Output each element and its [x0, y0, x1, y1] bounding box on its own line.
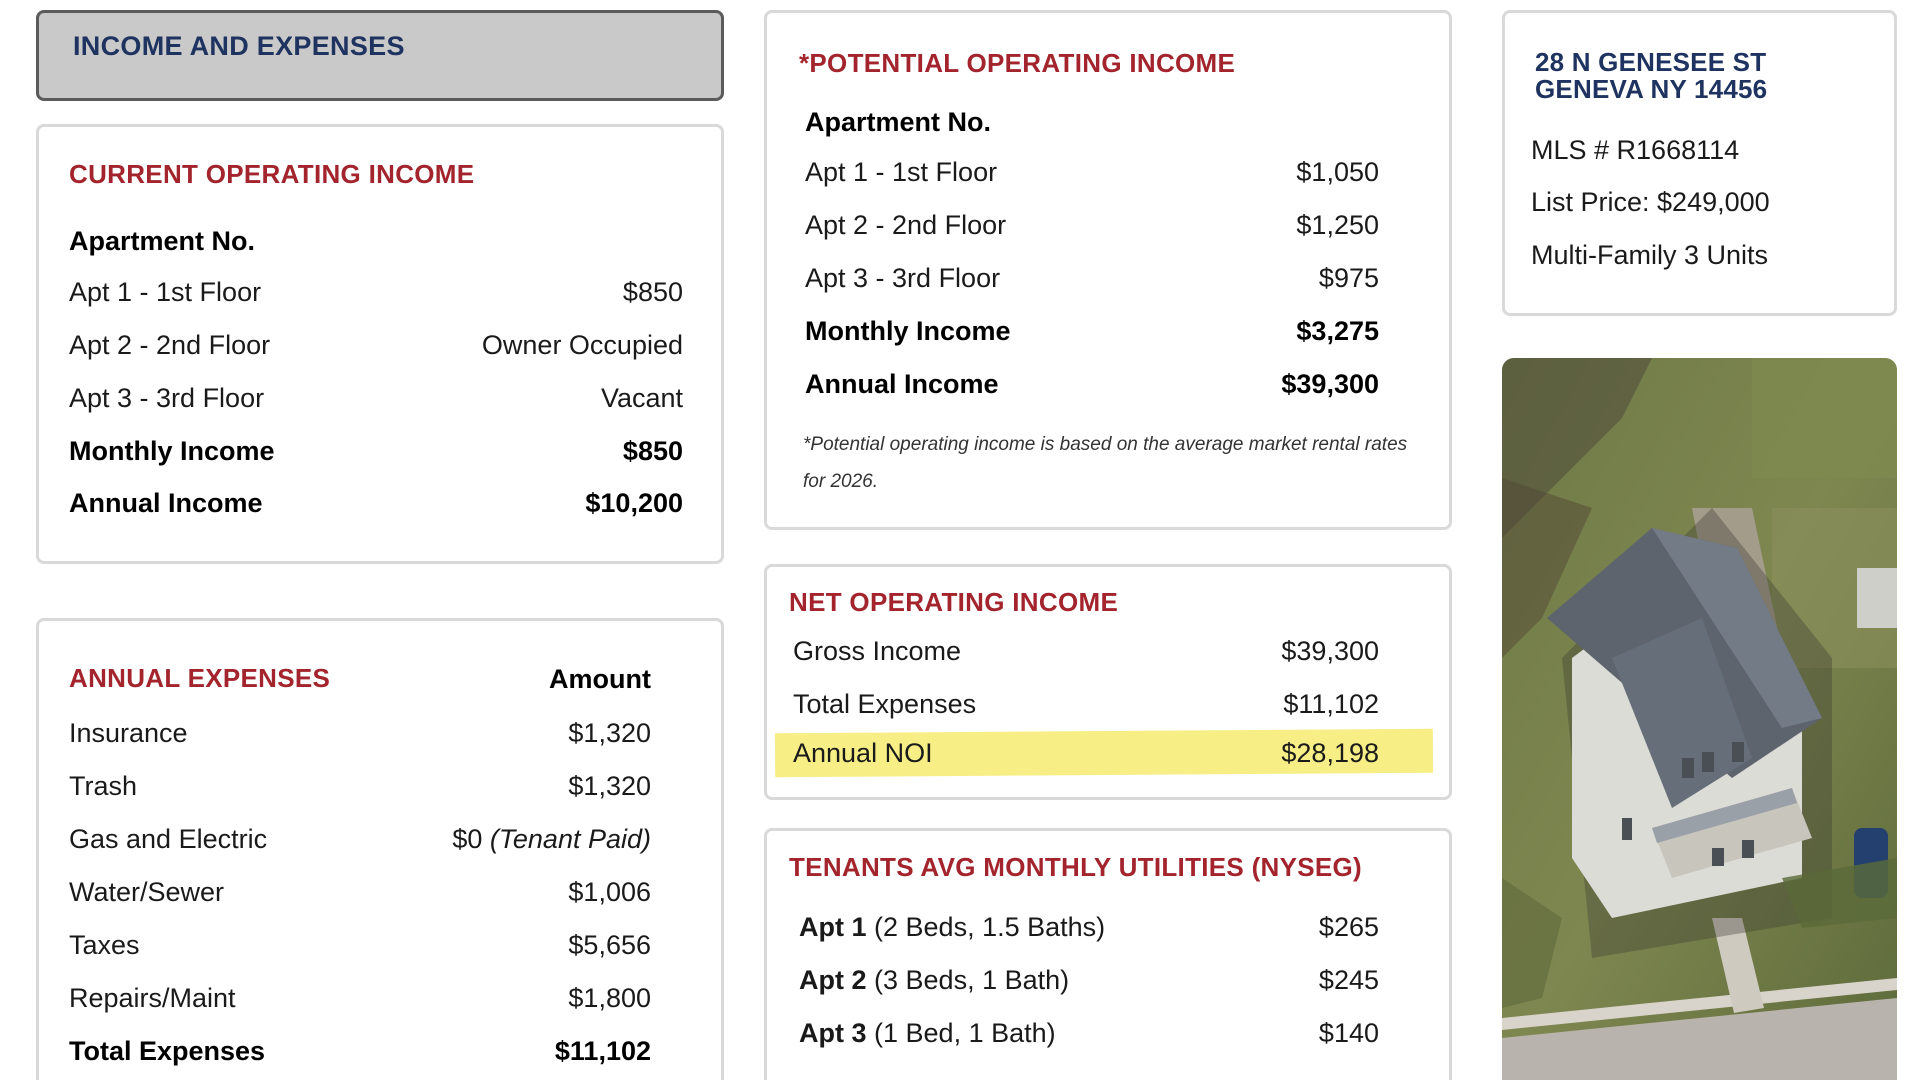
table-row — [799, 907, 1379, 947]
table-row — [69, 378, 683, 418]
row-value: $5,656 — [568, 929, 651, 960]
row-value: $11,102 — [554, 1035, 651, 1066]
table-row — [793, 631, 1379, 671]
annual-expenses-card — [36, 618, 724, 1080]
current-income-col-header: Apartment No. — [69, 226, 256, 256]
row-label: Water/Sewer — [69, 876, 225, 907]
noi-title: NET OPERATING INCOME — [789, 587, 1119, 617]
row-label: Repairs/Maint — [69, 982, 236, 1013]
row-label: Apt 3 - 3rd Floor — [69, 382, 265, 413]
row-value: $850 — [622, 435, 683, 466]
row-value: Vacant — [600, 382, 683, 413]
row-label: Gross Income — [793, 635, 962, 666]
amount-col-header: Amount — [549, 664, 651, 694]
apt-detail: (2 Beds, 1.5 Baths) — [874, 911, 1106, 942]
row-label: Monthly Income — [69, 435, 275, 466]
apt-name: Apt 1 — [799, 911, 867, 942]
current-income-title: CURRENT OPERATING INCOME — [69, 159, 475, 189]
annual-income-row — [69, 483, 683, 523]
table-row — [793, 684, 1379, 724]
row-value: $3,275 — [1296, 315, 1379, 346]
row-label: Trash — [69, 770, 138, 801]
row-label: Apt 2 - 2nd Floor — [69, 329, 271, 360]
potential-income-footnote: *Potential operating income is based on the average market rental rates for 2026. — [803, 434, 1408, 492]
table-row — [805, 205, 1379, 245]
apt-name: Apt 2 — [799, 964, 867, 995]
row-value: $1,050 — [1296, 156, 1379, 187]
mls-number: MLS # R1668114 — [1531, 135, 1740, 165]
potential-income-card — [764, 10, 1452, 530]
row-value: $1,006 — [568, 876, 651, 907]
row-value-group — [452, 824, 651, 855]
row-label: Annual NOI — [793, 737, 933, 768]
row-label: Gas and Electric — [69, 823, 268, 854]
table-row — [69, 872, 651, 912]
utilities-card — [764, 828, 1452, 1080]
table-row — [805, 258, 1379, 298]
row-value: $975 — [1318, 262, 1379, 293]
row-value: $1,320 — [568, 770, 651, 801]
table-row — [69, 766, 651, 806]
row-value: $850 — [622, 276, 683, 307]
row-label: Apt 1 - 1st Floor — [805, 156, 998, 187]
annual-noi-row — [793, 733, 1379, 773]
apt-detail: (3 Beds, 1 Bath) — [874, 964, 1070, 995]
potential-income-title: *POTENTIAL OPERATING INCOME — [799, 48, 1236, 78]
row-value: $265 — [1318, 911, 1379, 942]
aerial-house-photo — [1502, 358, 1897, 1080]
row-label: Total Expenses — [793, 688, 977, 719]
row-label: Apt 2 - 2nd Floor — [805, 209, 1007, 240]
monthly-income-row — [805, 311, 1379, 351]
aerial-house-image — [1502, 358, 1897, 1080]
table-row — [69, 925, 651, 965]
row-value: $28,198 — [1281, 737, 1379, 768]
row-label: Annual Income — [69, 487, 263, 518]
row-label: Insurance — [69, 717, 188, 748]
row-label: Apt 1 - 1st Floor — [69, 276, 262, 307]
table-row — [69, 978, 651, 1018]
apt-detail: (1 Bed, 1 Bath) — [874, 1017, 1056, 1048]
utilities-title: TENANTS AVG MONTHLY UTILITIES (NYSEG) — [789, 852, 1363, 882]
banner-title: INCOME AND EXPENSES — [73, 31, 405, 61]
row-value: $1,250 — [1296, 209, 1379, 240]
table-row — [69, 713, 651, 753]
row-label-group — [799, 1018, 1056, 1049]
table-row — [69, 325, 683, 365]
address-line-1: 28 N GENESEE ST — [1535, 47, 1767, 77]
property-info-card — [1502, 10, 1897, 316]
row-value: $11,102 — [1283, 688, 1379, 719]
total-expenses-row — [69, 1031, 651, 1071]
row-label-group — [799, 912, 1105, 943]
address-line-2: GENEVA NY 14456 — [1535, 74, 1768, 104]
apt-name: Apt 3 — [799, 1017, 867, 1048]
row-value: $39,300 — [1281, 635, 1379, 666]
property-type: Multi-Family 3 Units — [1531, 240, 1769, 270]
row-label: Monthly Income — [805, 315, 1011, 346]
section-banner — [36, 10, 724, 101]
property-address — [1535, 49, 1767, 103]
table-row — [799, 1013, 1379, 1053]
table-row — [69, 819, 651, 859]
row-value: $0 — [452, 823, 483, 854]
table-row — [805, 152, 1379, 192]
annual-expenses-title: ANNUAL EXPENSES — [69, 663, 331, 693]
row-value: $140 — [1318, 1017, 1379, 1048]
potential-income-col-header: Apartment No. — [805, 107, 992, 137]
list-price: List Price: $249,000 — [1531, 187, 1770, 217]
current-income-card — [36, 124, 724, 564]
row-label-group — [799, 965, 1069, 996]
noi-card — [764, 564, 1452, 800]
row-label: Taxes — [69, 929, 140, 960]
row-value: $1,320 — [568, 717, 651, 748]
row-label: Total Expenses — [69, 1035, 266, 1066]
table-row — [799, 960, 1379, 1000]
monthly-income-row — [69, 431, 683, 471]
row-value: $1,800 — [568, 982, 651, 1013]
row-label: Apt 3 - 3rd Floor — [805, 262, 1001, 293]
row-value: $10,200 — [585, 487, 683, 518]
row-value: $245 — [1318, 964, 1379, 995]
annual-income-row — [805, 364, 1379, 404]
tenant-paid-note: (Tenant Paid) — [489, 823, 651, 854]
row-label: Annual Income — [805, 368, 999, 399]
table-row — [69, 272, 683, 312]
row-value: $39,300 — [1281, 368, 1379, 399]
row-value: Owner Occupied — [481, 329, 683, 360]
